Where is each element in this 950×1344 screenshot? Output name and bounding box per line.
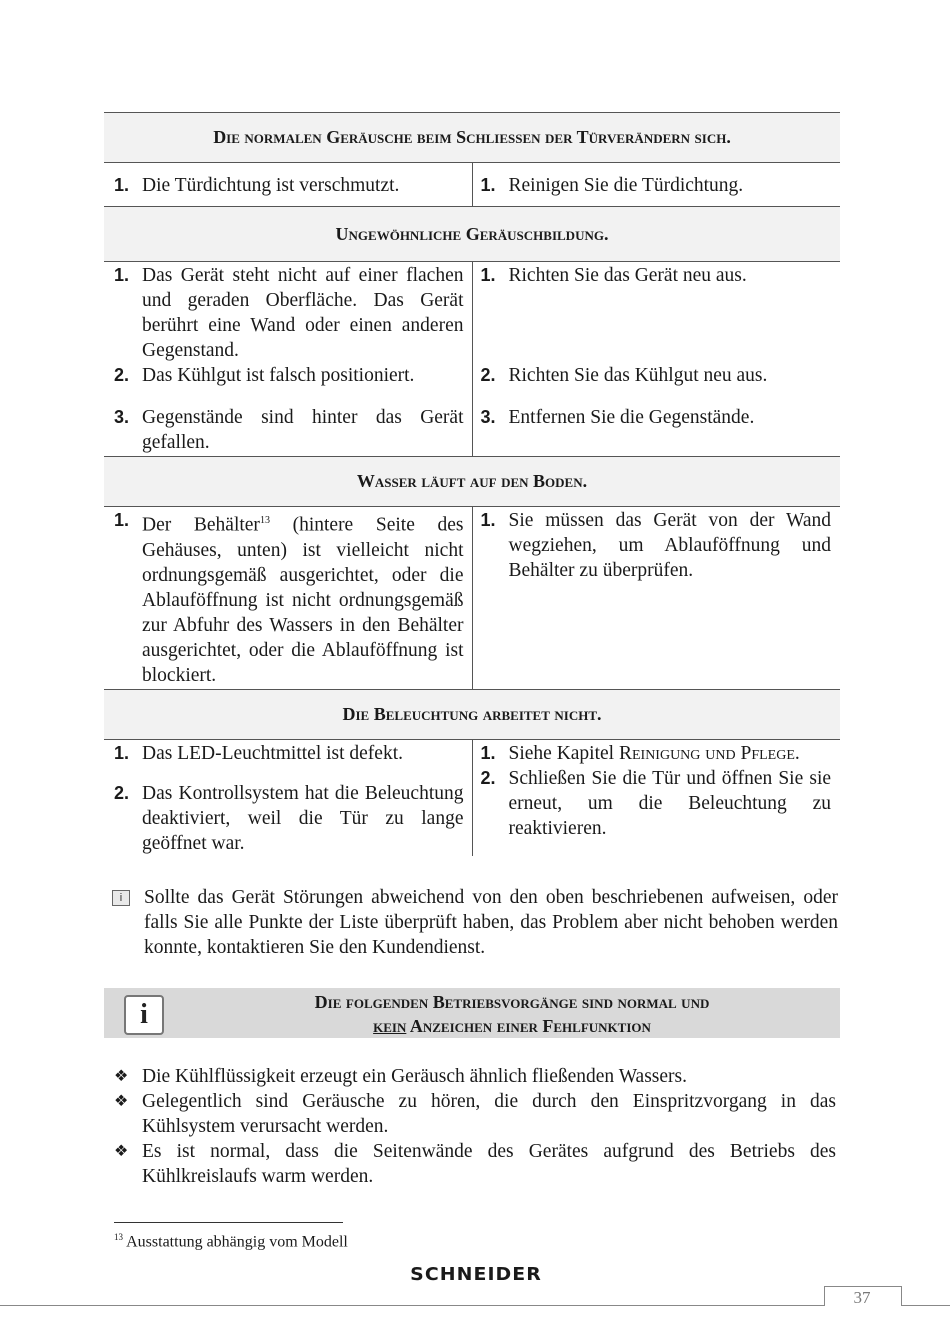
cause-cell bbox=[104, 163, 472, 207]
remedy-cell bbox=[472, 163, 840, 207]
remedy-cell bbox=[472, 405, 840, 457]
cause-cell bbox=[104, 405, 472, 457]
cause-cell bbox=[104, 766, 472, 856]
cause-item: 3. Gegenstände sind hinter das Gerät gefallen. bbox=[114, 407, 464, 453]
normal-operation-infobox bbox=[104, 988, 840, 1038]
diamond-bullet-icon: ❖ bbox=[114, 1143, 129, 1160]
remedy-item: 2. Richten Sie das Kühlgut neu aus. bbox=[480, 365, 768, 386]
remedy-item: 1. Siehe Kapitel Reinigung und Pflege. bbox=[480, 742, 800, 764]
footnote: $^{13}$ Ausstattung abhängig vom Modell bbox=[114, 1232, 348, 1251]
troubleshooting-table bbox=[104, 112, 840, 856]
list-item: ❖ Gelegentlich sind Geräusche zu hören, die durch den Einspritzvorgang in das Kühlsystem verursacht werden. bbox=[114, 1091, 836, 1137]
list-item: ❖ Die Kühlflüssigkeit erzeugt ein Geräusch ähnlich fließenden Wassers. bbox=[114, 1066, 687, 1087]
service-note-text: Sollte das Gerät Störungen abweichend von den oben beschriebenen aufweisen, oder falls Sie alle Punkte der Liste überprüft haben, das Problem aber nicht behoben werden konnte, kontaktieren Sie den Kundendienst. bbox=[144, 887, 838, 958]
cause-item: 1. Die Türdichtung ist verschmutzt. bbox=[114, 175, 400, 196]
page-number: 37 bbox=[853, 1288, 871, 1307]
remedy-item: 1. Richten Sie das Gerät neu aus. bbox=[480, 265, 747, 286]
remedy-item: 3. Entfernen Sie die Gegenstände. bbox=[480, 407, 755, 428]
footer-rule bbox=[0, 1305, 950, 1306]
cause-item: 1. Das LED-Leuchtmittel ist defekt. bbox=[114, 742, 404, 764]
section-heading: Die normalen Geräusche beim Schließen der Türverändern sich. bbox=[104, 113, 840, 163]
cause-cell bbox=[104, 363, 472, 405]
info-icon: i bbox=[124, 995, 164, 1035]
infobox-title: Die folgenden Betriebsvorgänge sind normal und kein Anzeichen einer Fehlfunktion bbox=[314, 992, 710, 1036]
footnote-separator bbox=[114, 1222, 343, 1223]
footnote-ref: 13 bbox=[259, 515, 270, 526]
section-heading: Die Beleuchtung arbeitet nicht. bbox=[104, 689, 840, 739]
section-heading: Wasser läuft auf den Boden. bbox=[104, 457, 840, 507]
remedy-item: 1. Sie müssen das Gerät von der Wand wegziehen, um Ablauföffnung und Behälter zu überprüfen. bbox=[480, 510, 832, 581]
diamond-bullet-icon: ❖ bbox=[114, 1093, 129, 1110]
diamond-bullet-icon: ❖ bbox=[114, 1068, 129, 1085]
remedy-cell bbox=[472, 363, 840, 405]
info-small-icon: i bbox=[112, 890, 130, 906]
normal-operation-list bbox=[114, 1064, 836, 1189]
remedy-cell bbox=[472, 766, 840, 856]
chapter-ref: Reinigung und Pflege bbox=[618, 742, 795, 764]
cause-item: 1. Das Gerät steht nicht auf einer flachen und geraden Oberfläche. Das Gerät berührt eine Wand oder einen anderen Gegenstand. bbox=[114, 265, 464, 361]
brand-logo: SCHNEIDER bbox=[410, 1264, 542, 1285]
cause-cell bbox=[104, 739, 472, 766]
cause-cell bbox=[104, 507, 472, 690]
remedy-cell bbox=[472, 507, 840, 690]
cause-cell bbox=[104, 262, 472, 364]
remedy-cell bbox=[472, 739, 840, 766]
list-item: ❖ Es ist normal, dass die Seitenwände des Gerätes aufgrund des Betriebs des Kühlkreislaufs warm werden. bbox=[114, 1141, 836, 1187]
cause-item: 2. Das Kühlgut ist falsch positioniert. bbox=[114, 365, 415, 386]
remedy-item: 2. Schließen Sie die Tür und öffnen Sie sie erneut, um die Beleuchtung zu reaktivieren. bbox=[480, 767, 832, 839]
cause-item: 1. Der Behälter$^{13}$ (hintere Seite des Gehäuses, unten) ist vielleicht nicht ordnungsgemäß ausgerichtet, oder die Ablauföffnung ist nicht ordnungsgemäß zur Abfuhr des Wassers in den Behälter ausgerichtet, oder die Ablauföffnung ist blockiert. bbox=[114, 510, 464, 686]
remedy-cell bbox=[472, 262, 840, 364]
service-note bbox=[112, 885, 838, 960]
remedy-item: 1. Reinigen Sie die Türdichtung. bbox=[480, 175, 744, 196]
section-heading: Ungewöhnliche Geräuschbildung. bbox=[104, 207, 840, 262]
cause-item: 2. Das Kontrollsystem hat die Beleuchtung deaktiviert, weil die Tür zu lange geöffnet war. bbox=[114, 782, 464, 854]
